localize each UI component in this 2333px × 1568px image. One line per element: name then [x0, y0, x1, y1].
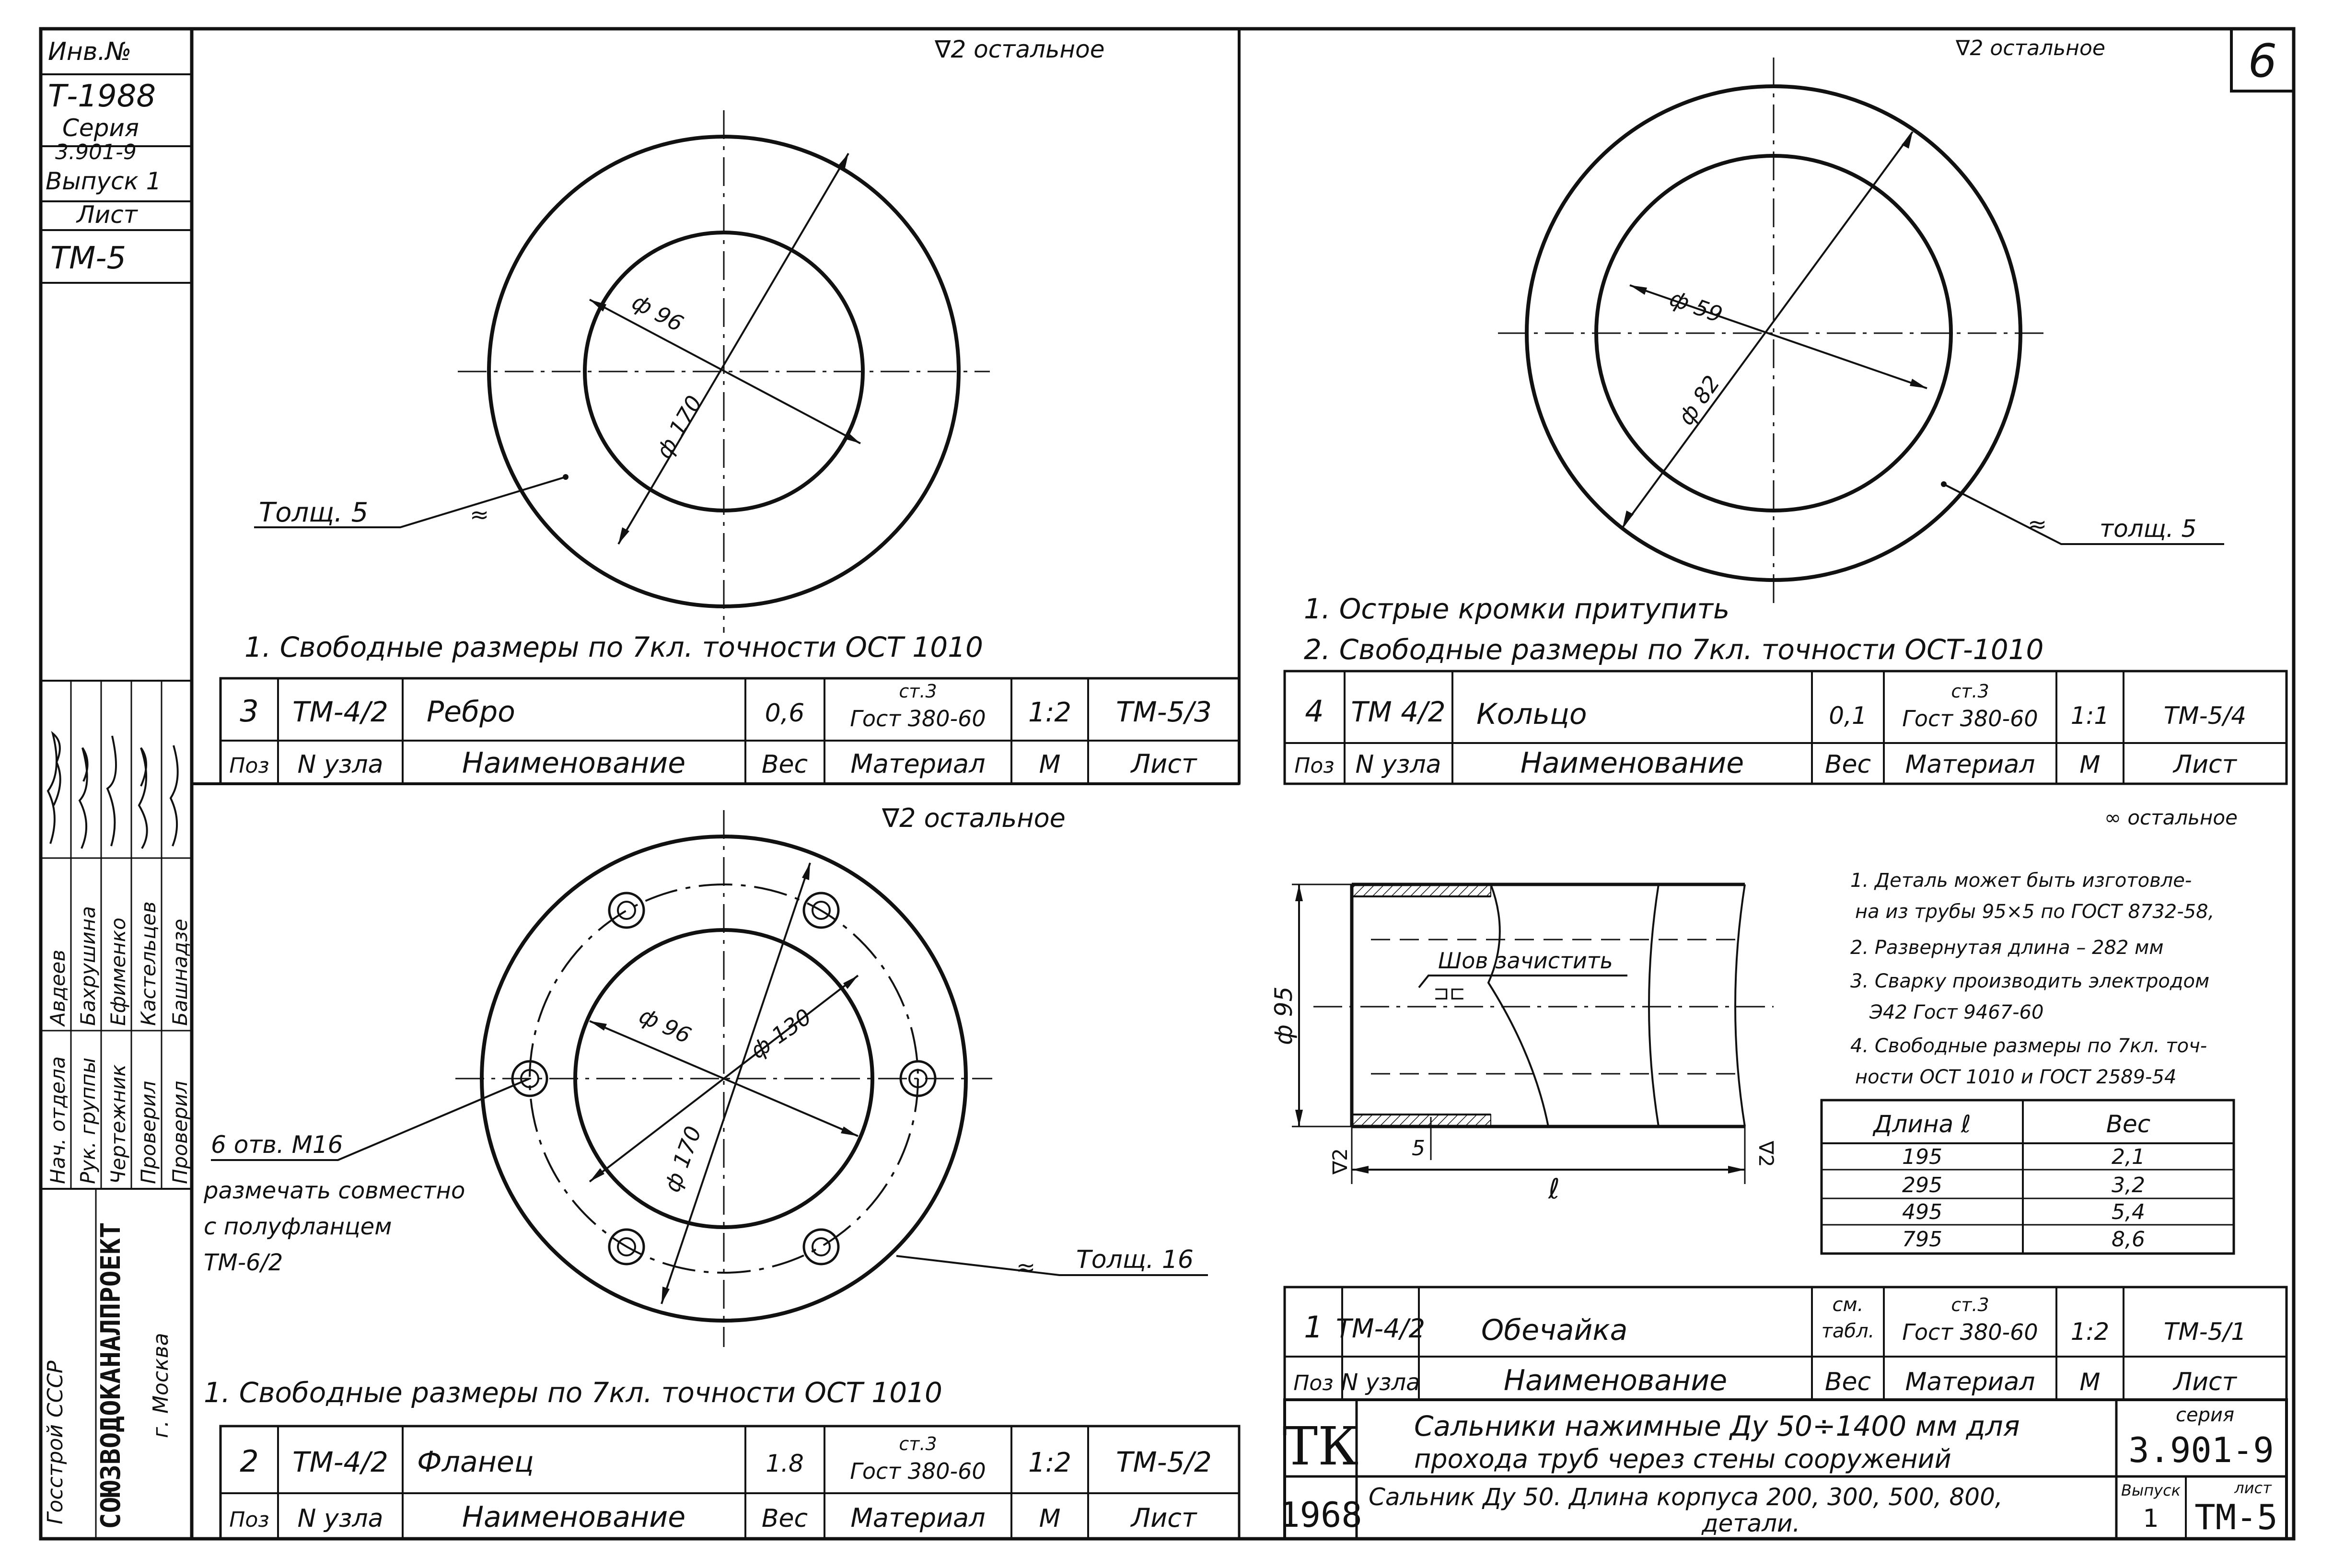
name-2: Бахрушина	[76, 906, 100, 1026]
part4-material-2: Гост 380-60	[1902, 706, 2038, 732]
issue-label: Выпуск 1	[46, 167, 162, 195]
part1-note-4: 3. Сварку производить электродом	[1850, 970, 2210, 992]
signatures	[48, 733, 178, 848]
part2-material-2: Гост 380-60	[850, 1458, 986, 1484]
part2-dim-bolt: ф 130	[745, 1003, 816, 1064]
org-ministry: Госстрой СССР	[43, 1360, 68, 1524]
part3-h-scale: М	[1039, 750, 1061, 779]
name-5: Башнадзе	[168, 918, 192, 1026]
list-number: ТМ-5	[50, 241, 127, 276]
part2-holes-note-2: с полуфланцем	[204, 1213, 392, 1240]
list-label: Лист	[77, 201, 138, 229]
series-label: Серия	[62, 114, 139, 142]
title-line-1: Сальники нажимные Ду 50÷1400 мм для	[1414, 1410, 2020, 1442]
part2-h-material: Материал	[850, 1503, 986, 1533]
part3-pos: 3	[240, 694, 259, 729]
length-h-weight: Вес	[2106, 1110, 2151, 1138]
part2-sheet: ТМ-5/2	[1116, 1446, 1212, 1478]
part1-weight-2: табл.	[1821, 1320, 1875, 1342]
part1-material-2: Гост 380-60	[1902, 1319, 2038, 1345]
part2-dim-inner: ф 96	[635, 1002, 696, 1049]
role-5: Проверил	[168, 1080, 192, 1184]
part2-note: 1. Свободные размеры по 7кл. точности ОСТ 1010	[204, 1376, 942, 1409]
length-row-1-wt: 2,1	[2112, 1145, 2145, 1169]
part3-thickness: Толщ. 5	[259, 497, 369, 528]
part2-spec-table	[221, 1426, 1239, 1539]
length-row-2-len: 295	[1902, 1173, 1942, 1197]
part4-note-2: 2. Свободные размеры по 7кл. точности ОСТ-1010	[1304, 633, 2044, 666]
part2-holes: 6 отв. М16	[211, 1131, 343, 1159]
part4-note-1: 1. Острые кромки притупить	[1304, 592, 1730, 625]
title-block	[1279, 1400, 2287, 1539]
length-row-4-wt: 8,6	[2112, 1227, 2145, 1252]
part4-dim-inner: ф 59	[1666, 285, 1726, 328]
part1-h-scale: М	[2079, 1368, 2101, 1396]
part3-material-2: Гост 380-60	[850, 706, 986, 732]
part1-h-sheet: Лист	[2173, 1368, 2237, 1396]
part4-sheet: ТМ-5/4	[2163, 702, 2247, 730]
tb-sheet-label: лист	[2234, 1479, 2272, 1497]
part1-note-6: 4. Свободные размеры по 7кл. точ-	[1850, 1035, 2207, 1057]
part1-weld: Шов зачистить	[1438, 948, 1613, 974]
part1-h-weight: Вес	[1824, 1368, 1871, 1396]
part1-weight-1: см.	[1832, 1294, 1864, 1316]
part2-h-scale: М	[1039, 1504, 1061, 1533]
part4-thickness: толщ. 5	[2100, 515, 2197, 543]
part4-h-weight: Вес	[1824, 750, 1871, 779]
part4-name: Кольцо	[1476, 697, 1587, 731]
part1-dim-wall: 5	[1412, 1136, 1425, 1161]
inv-label: Инв.№	[48, 37, 132, 66]
title-line-2: прохода труб через стены сооружений	[1414, 1444, 1951, 1474]
part1-drawing	[1270, 806, 2238, 1205]
part1-note-3: 2. Развернутая длина – 282 мм	[1850, 937, 2164, 959]
tb-sheet: ТМ-5	[2194, 1497, 2278, 1537]
part3-h-weight: Вес	[761, 750, 808, 779]
part4-h-pos: Поз	[1294, 754, 1335, 778]
part4-pos: 4	[1305, 694, 1324, 729]
part1-spec-table	[1285, 1287, 2287, 1400]
part4-weight: 0,1	[1829, 702, 1867, 730]
length-row-2-wt: 3,2	[2112, 1173, 2145, 1197]
part4-node: ТМ 4/2	[1351, 696, 1446, 728]
part4-spec-table	[1285, 671, 2287, 784]
part1-node: ТМ-4/2	[1336, 1313, 1425, 1344]
part1-scale: 1:2	[2070, 1318, 2110, 1346]
part3-scale: 1:2	[1028, 697, 1072, 728]
part1-sheet: ТМ-5/1	[2163, 1318, 2247, 1346]
part1-weld-symbol: ⊐⊏	[1433, 982, 1466, 1004]
part3-sheet: ТМ-5/3	[1116, 696, 1212, 728]
page-number: 6	[2248, 35, 2277, 88]
part3-drawing	[244, 35, 1104, 663]
part1-h-pos: Поз	[1293, 1371, 1334, 1395]
part1-length-table	[1822, 1100, 2234, 1254]
length-row-3-wt: 5,4	[2112, 1200, 2145, 1224]
role-3: Чертежник	[106, 1064, 130, 1184]
part2-h-node: N узла	[297, 1504, 383, 1533]
part3-h-sheet: Лист	[1131, 749, 1197, 779]
role-4: Проверил	[137, 1080, 160, 1184]
part2-holes-note-1: размечать совместно	[204, 1177, 465, 1204]
part3-name: Ребро	[427, 695, 515, 729]
part1-h-material: Материал	[1905, 1368, 2035, 1396]
part1-note-7: ности ОСТ 1010 и ГОСТ 2589-54	[1855, 1066, 2177, 1088]
part3-h-material: Материал	[850, 749, 986, 779]
part4-scale: 1:1	[2070, 702, 2110, 730]
part2-node: ТМ-4/2	[292, 1446, 388, 1478]
part4-material-1: ст.3	[1951, 681, 1989, 702]
subtitle-line-2: детали.	[1702, 1510, 1800, 1537]
part3-note: 1. Свободные размеры по 7кл. точности ОСТ 1010	[244, 631, 983, 663]
part1-note-5: Э42 Гост 9467-60	[1869, 1001, 2044, 1023]
part2-drawing	[203, 803, 1208, 1409]
part4-h-node: N узла	[1355, 750, 1441, 779]
part3-h-pos: Поз	[229, 754, 269, 778]
part4-dim-outer: ф 82	[1672, 371, 1725, 430]
length-h-length: Длина ℓ	[1873, 1110, 1971, 1138]
part3-thickness-mark: ≈	[470, 501, 489, 528]
part1-right-finish: ∇2	[1754, 1141, 1778, 1167]
tb-series-label: серия	[2175, 1404, 2235, 1426]
part2-material-1: ст.3	[899, 1433, 937, 1454]
org-name: СОЮЗВОДОКАНАЛПРОЕКТ	[95, 1222, 127, 1529]
part1-h-node: N узла	[1341, 1369, 1420, 1396]
part4-thickness-mark: ≈	[2028, 511, 2047, 538]
role-1: Нач. отдела	[46, 1056, 70, 1184]
name-3: Ефименко	[106, 918, 130, 1026]
part3-weight: 0,6	[765, 699, 805, 728]
part3-h-node: N узла	[297, 750, 383, 779]
title-year: 1968	[1279, 1495, 1362, 1535]
part3-spec-table	[221, 678, 1239, 784]
part4-surface-note: ∇2 остальное	[1956, 36, 2105, 60]
part2-scale: 1:2	[1028, 1447, 1072, 1478]
subtitle-line-1: Сальник Ду 50. Длина корпуса 200, 300, 500, 800,	[1369, 1483, 2003, 1511]
length-row-1-len: 195	[1902, 1145, 1942, 1169]
part4-h-scale: М	[2079, 751, 2101, 778]
part2-surface-note: ∇2 остальное	[882, 803, 1066, 833]
part2-h-pos: Поз	[229, 1508, 269, 1532]
part2-pos: 2	[240, 1444, 259, 1479]
length-row-3-len: 495	[1902, 1200, 1942, 1224]
part2-name: Фланец	[417, 1445, 534, 1479]
part3-surface-note: ∇2 остальное	[935, 35, 1105, 63]
inv-number: Т-1988	[48, 79, 156, 114]
length-row-4-len: 795	[1902, 1227, 1942, 1252]
part2-holes-note-3: ТМ-6/2	[204, 1249, 283, 1276]
org-city: г. Москва	[149, 1333, 173, 1438]
part2-weight: 1.8	[766, 1450, 804, 1477]
part1-h-name: Наименование	[1503, 1364, 1728, 1397]
part1-dim-d: ф 95	[1270, 986, 1298, 1045]
part3-dim-inner: ф 96	[627, 289, 688, 337]
series-number: 3.901-9	[55, 140, 137, 164]
part2-thickness-mark: ≈	[1016, 1254, 1036, 1281]
role-2: Рук. группы	[76, 1057, 100, 1184]
part3-h-name: Наименование	[462, 746, 686, 780]
part3-material-1: ст.3	[899, 681, 937, 702]
part1-left-finish: ∇2	[1328, 1148, 1352, 1174]
part3-dim-outer: ф 170	[650, 391, 708, 463]
part1-name: Обечайка	[1481, 1313, 1628, 1347]
part4-h-name: Наименование	[1520, 746, 1744, 780]
left-stamp	[41, 37, 192, 1539]
tb-issue: 1	[2143, 1504, 2159, 1533]
tb-series: 3.901-9	[2128, 1430, 2274, 1470]
part1-dim-len: ℓ	[1548, 1173, 1560, 1205]
part1-pos: 1	[1304, 1310, 1323, 1345]
part4-drawing	[1304, 36, 2224, 666]
part1-note-2: на из трубы 95×5 по ГОСТ 8732-58,	[1855, 901, 2215, 923]
name-4: Кастельцев	[137, 901, 160, 1026]
part2-h-sheet: Лист	[1131, 1503, 1197, 1533]
part1-surface-note: ∞ остальное	[2104, 806, 2238, 829]
part2-h-name: Наименование	[462, 1500, 686, 1534]
name-1: Авдеев	[46, 950, 70, 1026]
part4-h-sheet: Лист	[2173, 750, 2237, 779]
part2-thickness: Толщ. 16	[1076, 1245, 1194, 1274]
part4-h-material: Материал	[1905, 750, 2035, 779]
title-mark: ТК	[1282, 1416, 1359, 1477]
part2-h-weight: Вес	[761, 1504, 808, 1533]
part1-note-1: 1. Деталь может быть изготовле-	[1850, 870, 2192, 892]
tb-issue-label: Выпуск	[2121, 1481, 2181, 1499]
part1-material-1: ст.3	[1951, 1294, 1989, 1315]
part3-node: ТМ-4/2	[292, 696, 388, 728]
part2-dim-outer: ф 170	[659, 1123, 707, 1196]
